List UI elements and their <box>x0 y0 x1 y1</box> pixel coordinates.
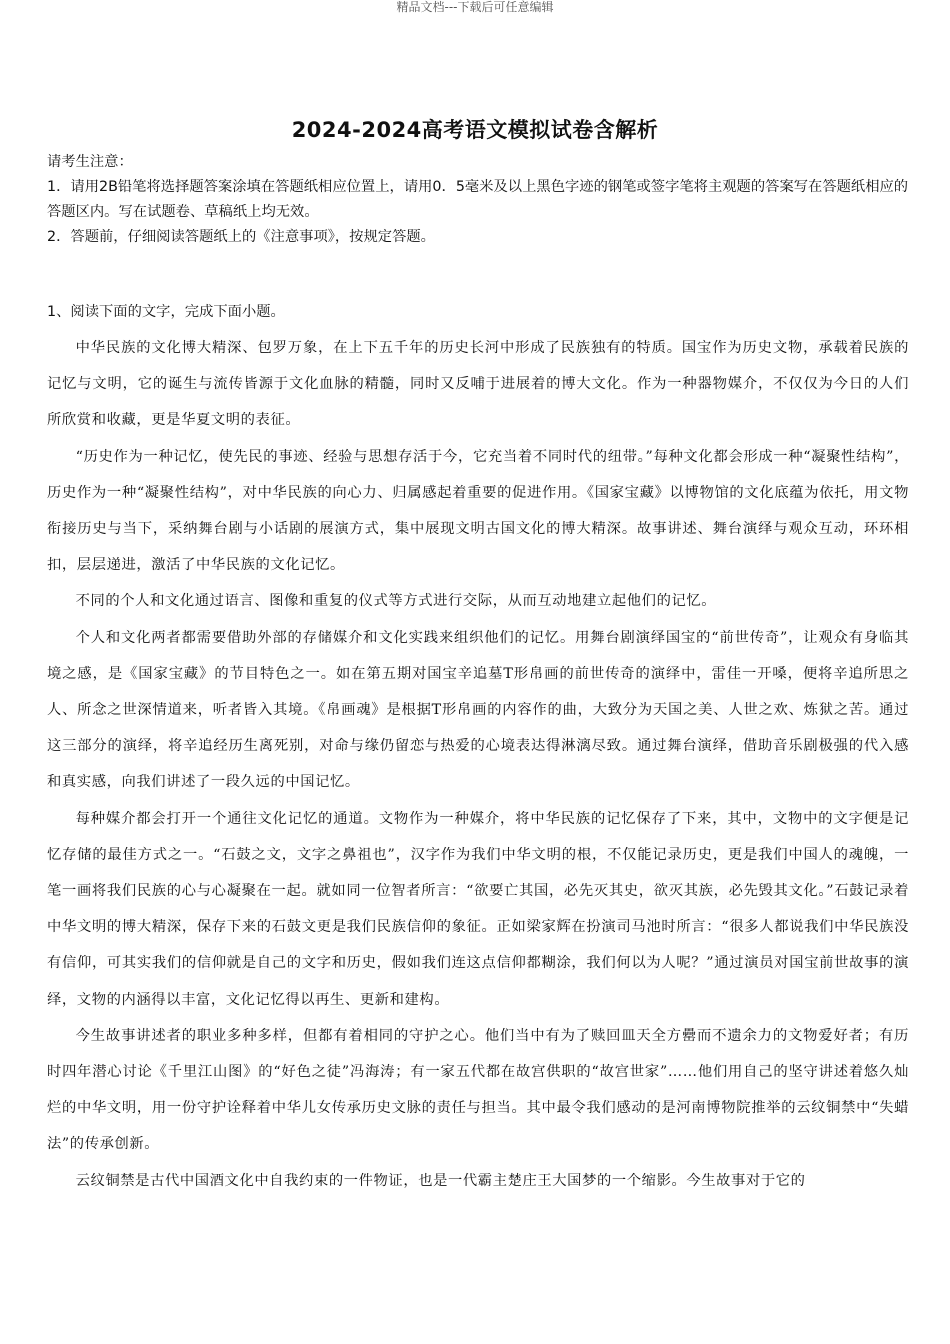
passage-paragraph: 中华民族的文化博大精深、包罗万象，在上下五千年的历史长河中形成了民族独有的特质。国宝作为历史文物，承载着民族的记忆与文明，它的诞生与流传皆源于文化血脉的精髓，同时又反哺于进展着的博大文化。作为一种器物媒介，不仅仅为今日的人们所欣赏和收藏，更是华夏文明的表征。 <box>47 340 909 429</box>
notice-section <box>47 150 917 250</box>
question-prompt: 1、阅读下面的文字，完成下面小题。 <box>47 304 285 320</box>
reading-passage <box>47 330 909 1199</box>
notice-item: 1．请用2B铅笔将选择题答案涂填在答题纸相应位置上，请用0．5毫米及以上黑色字迹的钢笔或签字笔将主观题的答案写在答题纸相应的答题区内。写在试题卷、草稿纸上均无效。 <box>47 179 909 220</box>
notice-heading: 请考生注意： <box>47 154 133 170</box>
page-header: 精品文档---下载后可任意编辑 <box>396 0 554 14</box>
passage-paragraph: 每种媒介都会打开一个通往文化记忆的通道。文物作为一种媒介，将中华民族的记忆保存了下来，其中，文物中的文字便是记忆存储的最佳方式之一。“石鼓之文，文字之鼻祖也”，汉字作为我们中华文明的根，不仅能记录历史，更是我们中国人的魂魄，一笔一画将我们民族的心与心凝聚在一起。就如同一位智者所言：“欲要亡其国，必先灭其史，欲灭其族，必先毁其文化。”石鼓记录着中华文明的博大精深，保存下来的石鼓文更是我们民族信仰的象征。正如梁家辉在扮演司马池时所言：“很多人都说我们中华民族没有信仰，可其实我们的信仰就是自己的文字和历史，假如我们连这点信仰都糊涂，我们何以为人呢？”通过演员对国宝前世故事的演绎，文物的内涵得以丰富，文化记忆得以再生、更新和建构。 <box>47 810 909 1008</box>
page-title: 2024-2024高考语文模拟试卷含解析 <box>291 118 659 142</box>
passage-paragraph: 不同的个人和文化通过语言、图像和重复的仪式等方式进行交际，从而互动地建立起他们的记忆。 <box>75 593 717 610</box>
passage-paragraph: “历史作为一种记忆，使先民的事迹、经验与思想存活于今，它充当着不同时代的纽带。”每种文化都会形成一种“凝聚性结构”，历史作为一种“凝聚性结构”，对中华民族的向心力、归属感起着重要的促进作用。《国家宝藏》以博物馆的文化底蕴为依托，用文物衔接历史与当下，采纳舞台剧与小话剧的展演方式，集中展现文明古国文化的博大精深。故事讲述、舞台演绎与观众互动，环环相扣，层层递进，激活了中华民族的文化记忆。 <box>47 448 909 574</box>
passage-paragraph: 云纹铜禁是古代中国酒文化中自我约束的一件物证，也是一代霸主楚庄王大国梦的一个缩影。今生故事对于它的 <box>75 1172 806 1189</box>
passage-paragraph: 今生故事讲述者的职业多种多样，但都有着相同的守护之心。他们当中有为了赎回皿天全方罍而不遗余力的文物爱好者；有历时四年潜心讨论《千里江山图》的“好色之徒”冯海涛；有一家五代都在故宫供职的“故宫世家”……他们用自己的坚守讲述着悠久灿烂的中华文明，用一份守护诠释着中华儿女传承历史文脉的责任与担当。其中最令我们感动的是河南博物院推举的云纹铜禁中“失蜡法”的传承创新。 <box>47 1027 909 1153</box>
passage-paragraph: 个人和文化两者都需要借助外部的存储媒介和文化实践来组织他们的记忆。用舞台剧演绎国宝的“前世传奇”，让观众有身临其境之感，是《国家宝藏》的节目特色之一。如在第五期对国宝辛追墓T形帛画的前世传奇的演绎中，雷佳一开嗓，便将辛追所思之人、所念之世深情道来，听者皆入其境。《帛画魂》是根据T形帛画的内容作的曲，大致分为天国之美、人世之欢、炼狱之苦。通过这三部分的演绎，将辛追经历生离死别，对命与缘仍留恋与热爱的心境表达得淋漓尽致。通过舞台演绎，借助音乐剧极强的代入感和真实感，向我们讲述了一段久远的中国记忆。 <box>47 629 909 791</box>
notice-item: 2．答题前，仔细阅读答题纸上的《注意事项》，按规定答题。 <box>47 229 435 245</box>
